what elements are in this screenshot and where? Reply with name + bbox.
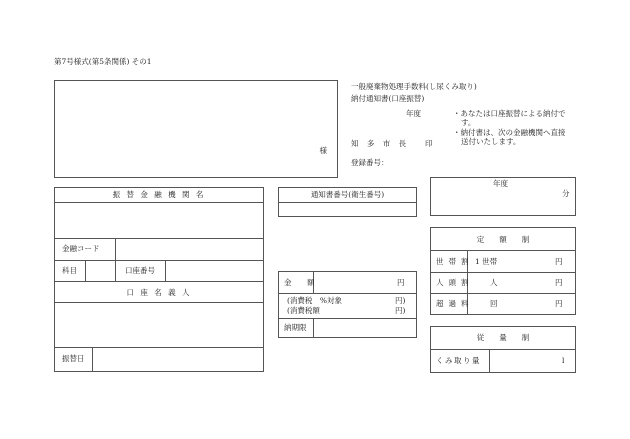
bank-code-label: 金融コード (62, 244, 100, 253)
household-rate-label: 世帯割 (436, 257, 474, 266)
metered-title: 従 量 制 (476, 333, 530, 342)
excess-count: 回 (490, 299, 498, 308)
amount-unit: 円 (397, 278, 405, 287)
notice-number-label: 通知書番号(衛生番号) (310, 190, 385, 199)
per-person-unit: 円 (555, 278, 563, 287)
form-title-line2: 納付通知書(口座振替) (351, 94, 425, 103)
honorific: 様 (319, 146, 327, 155)
note-line-2: す。 (461, 118, 476, 127)
bank-section-title: 振 替 金 融 機 関 名 (112, 190, 206, 199)
excess-unit: 円 (555, 299, 563, 308)
excess-fee-label: 超過料 (436, 299, 474, 308)
per-person-rate-label: 人頭割 (436, 278, 474, 287)
due-date-label: 納期限 (284, 323, 307, 332)
mayor-label: 知 多 市 長 (351, 139, 410, 148)
transfer-date-label: 振替日 (62, 354, 85, 363)
household-count: 1 世帯 (475, 257, 498, 266)
period-year-label: 年度 (493, 179, 508, 188)
tax-target-unit: 円) (395, 296, 406, 305)
account-holder-label: 口 座 名 義 人 (126, 288, 192, 297)
note-line-1: ・あなたは口座振替による納付で (453, 109, 566, 118)
header-year-label: 年度 (406, 109, 421, 118)
collection-volume-unit: l (562, 356, 565, 365)
person-count: 人 (490, 278, 498, 287)
address-box (54, 80, 338, 178)
note-line-4: 送付いたします。 (461, 137, 521, 146)
seal-label: 印 (425, 139, 433, 148)
form-title-line1: 一般廃棄物処理手数料(し尿くみ取り) (351, 82, 477, 91)
tax-amount-label: (消費税額 (287, 306, 320, 315)
household-unit: 円 (555, 257, 563, 266)
period-minute-label: 分 (562, 189, 570, 198)
note-line-3: ・納付書は、次の金融機関へ直接 (453, 128, 566, 137)
amount-label: 金 額 (284, 278, 319, 287)
collection-volume-label: くみ取り量 (436, 356, 481, 365)
form-number: 第7号様式(第5条関係) その1 (54, 57, 152, 66)
tax-target-label: (消費税 %対象 (287, 296, 343, 305)
account-number-label: 口座番号 (125, 266, 155, 275)
account-subject-label: 科目 (62, 266, 77, 275)
fixed-rate-title: 定 額 制 (476, 235, 530, 244)
tax-amount-unit: 円) (395, 306, 406, 315)
registration-label: 登録番号： (351, 158, 389, 167)
